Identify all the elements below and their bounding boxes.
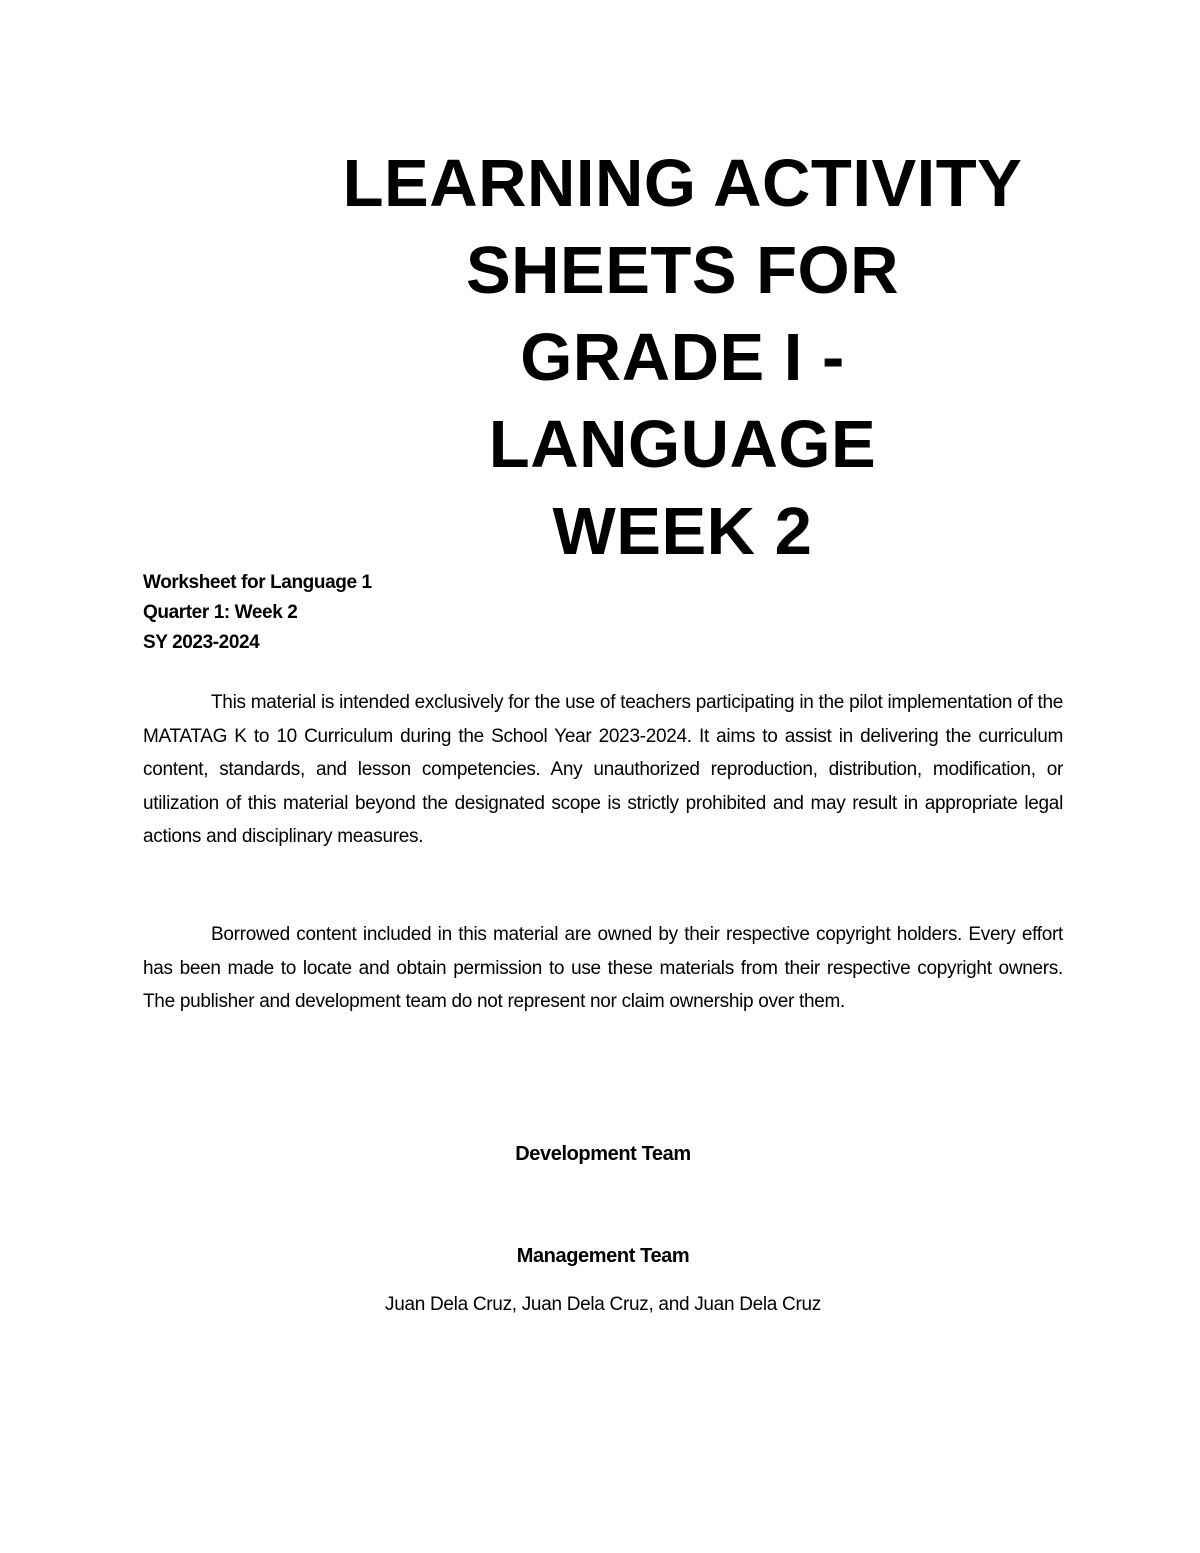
title-line: WEEK 2 [552, 494, 813, 569]
worksheet-school-year: SY 2023-2024 [143, 632, 260, 653]
development-team-heading: Development Team [515, 1143, 691, 1165]
management-team-names: Juan Dela Cruz, Juan Dela Cruz, and Juan Dela Cruz [385, 1294, 821, 1315]
worksheet-info [143, 568, 372, 658]
title-line: SHEETS FOR [465, 233, 900, 308]
worksheet-subject: Worksheet for Language 1 [143, 572, 372, 593]
copyright-paragraph: Borrowed content included in this material are owned by their respective copyright holders. Every effort has been made to locate and obtain permission to use these materials from their respective copyright owners. The publisher and development team do not represent nor claim ownership over them. [143, 924, 1063, 1012]
management-team-heading: Management Team [516, 1245, 690, 1267]
title-line: LEARNING ACTIVITY [342, 146, 1023, 221]
worksheet-quarter: Quarter 1: Week 2 [143, 602, 298, 623]
usage-notice-paragraph: This material is intended exclusively for the use of teachers participating in the pilot implementation of the MATATAG K to 10 Curriculum during the School Year 2023-2024. It aims to assist in delivering the curriculum content, standards, and lesson competencies. Any unauthorized reproduction, distribution, modification, or utilization of this material beyond the designated scope is strictly prohibited and may result in appropriate legal actions and disciplinary measures. [143, 692, 1063, 847]
document-title [300, 140, 1065, 575]
title-line: LANGUAGE [488, 407, 877, 482]
title-line: GRADE I - [520, 320, 845, 395]
